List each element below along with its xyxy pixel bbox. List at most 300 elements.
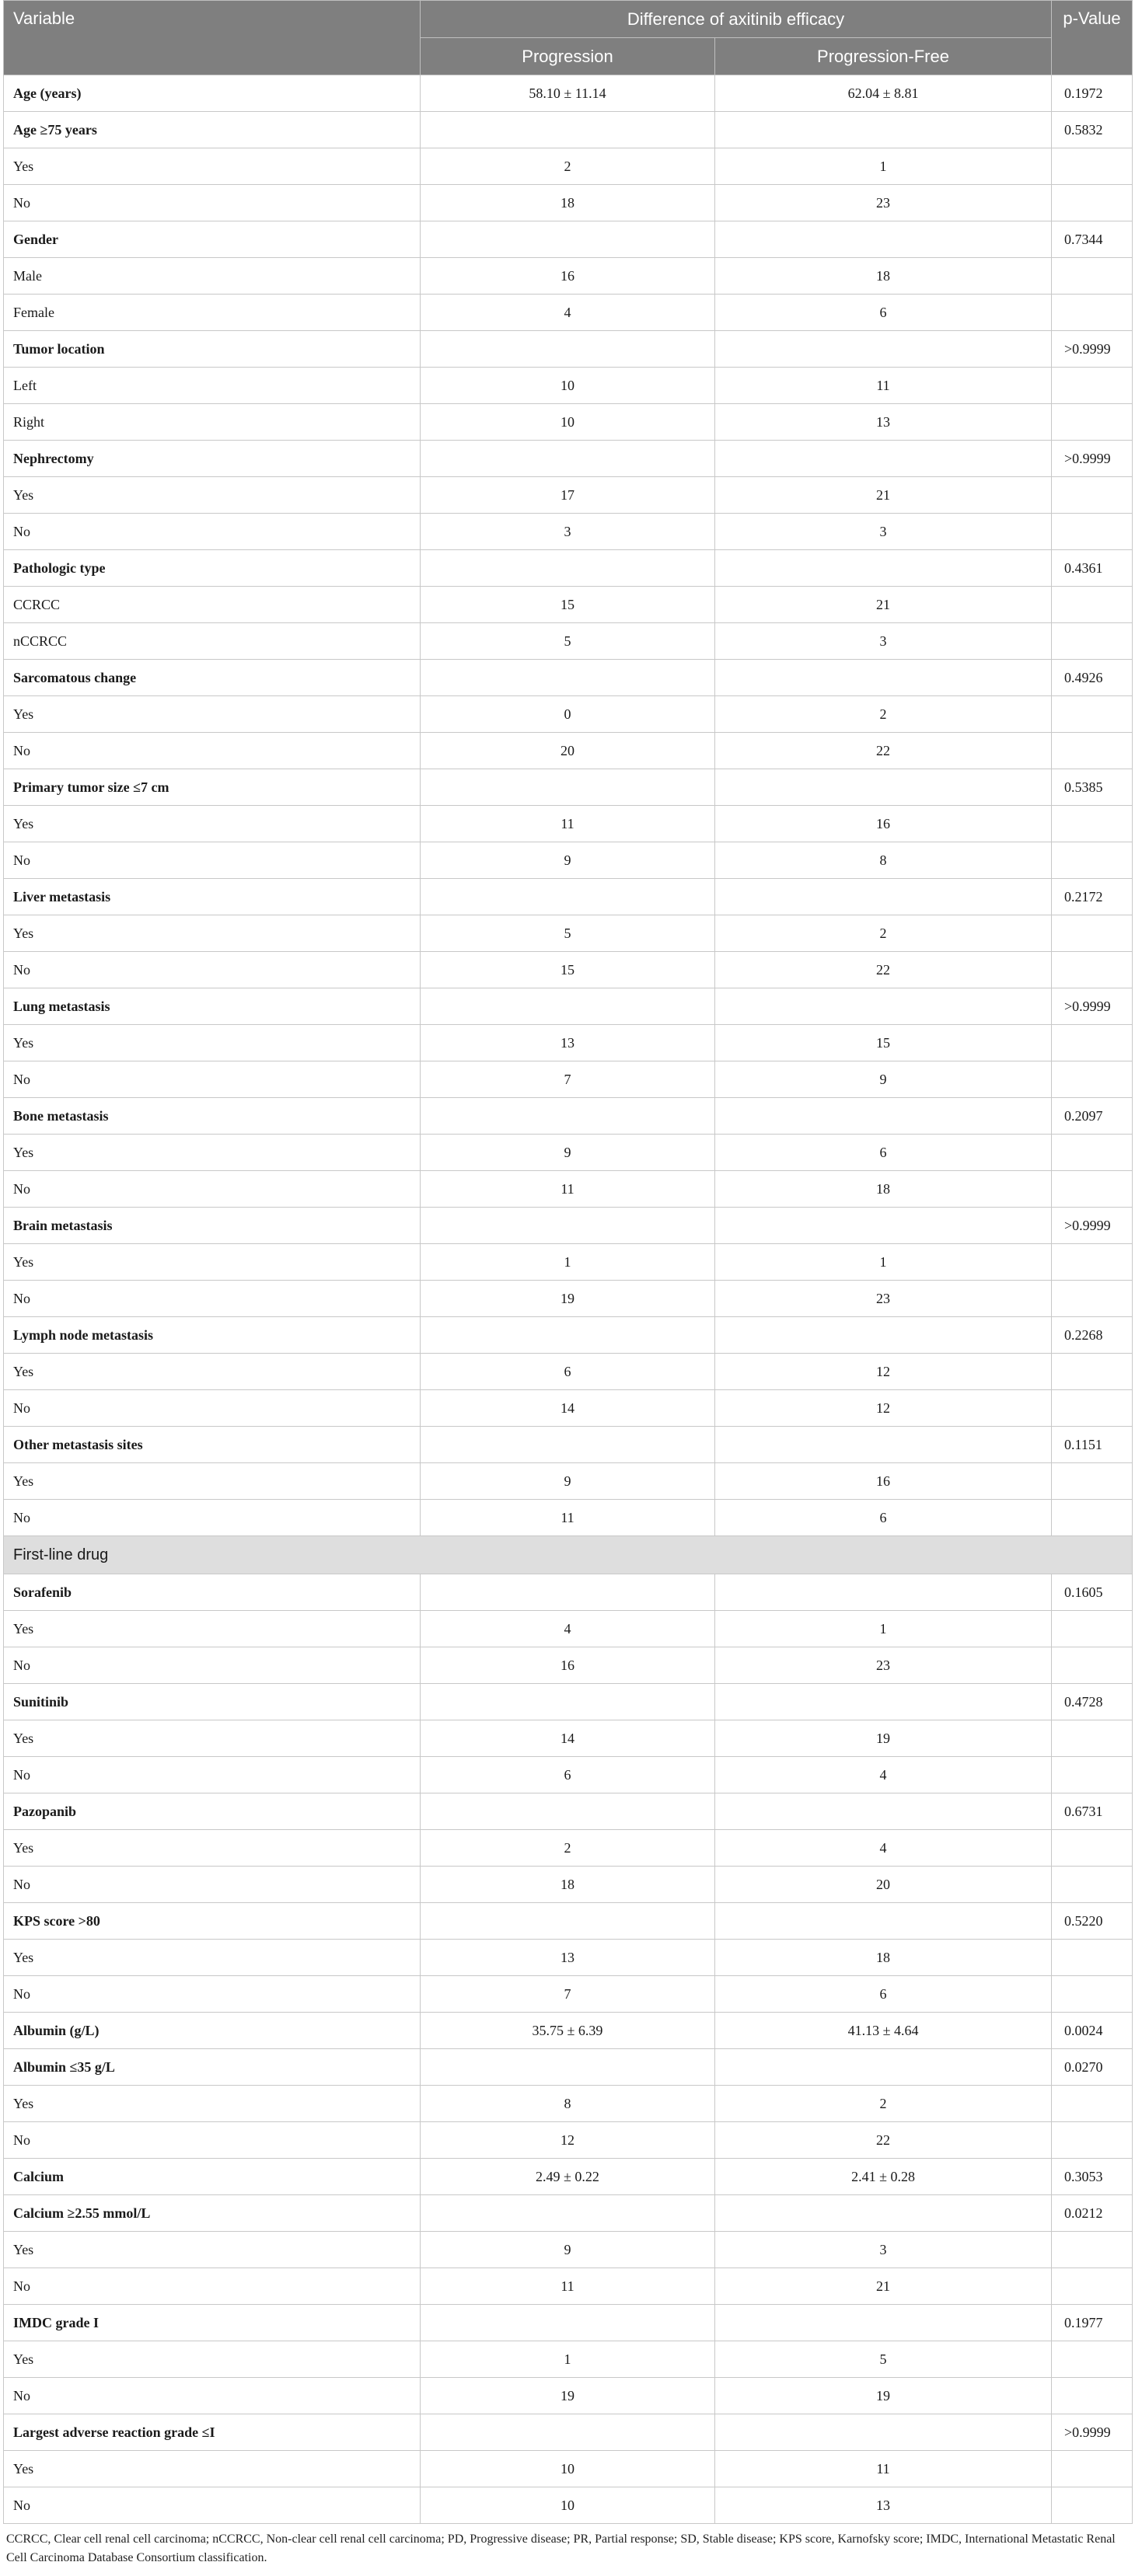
- subgroup-row: [4, 806, 1133, 842]
- header-progression: Progression: [421, 38, 715, 75]
- pvalue-cell: [1052, 1463, 1133, 1500]
- table-header: [4, 1, 1133, 75]
- subgroup-row: [4, 623, 1133, 660]
- section-row: [4, 1536, 1133, 1574]
- progression-cell: 2.49 ± 0.22: [421, 2159, 715, 2195]
- progression-cell: 15: [421, 952, 715, 988]
- subgroup-row: [4, 1867, 1133, 1903]
- subgroup-row: [4, 2451, 1133, 2487]
- pvalue-cell: [1052, 915, 1133, 952]
- variable-cell: Albumin ≤35 g/L: [4, 2049, 421, 2086]
- variable-cell: KPS score >80: [4, 1903, 421, 1940]
- variable-cell: No: [4, 1390, 421, 1427]
- progression-cell: [421, 2414, 715, 2451]
- pvalue-cell: [1052, 1244, 1133, 1281]
- subgroup-row: [4, 368, 1133, 404]
- progression-free-cell: 11: [715, 2451, 1052, 2487]
- pvalue-cell: [1052, 2341, 1133, 2378]
- subgroup-row: [4, 2232, 1133, 2268]
- pvalue-cell: 0.5832: [1052, 112, 1133, 148]
- variable-cell: Calcium: [4, 2159, 421, 2195]
- progression-free-cell: 12: [715, 1390, 1052, 1427]
- pvalue-cell: 0.6731: [1052, 1793, 1133, 1830]
- progression-free-cell: [715, 2305, 1052, 2341]
- variable-cell: Nephrectomy: [4, 441, 421, 477]
- pvalue-cell: [1052, 1500, 1133, 1536]
- progression-cell: [421, 2195, 715, 2232]
- progression-cell: 18: [421, 185, 715, 221]
- variable-cell: Brain metastasis: [4, 1208, 421, 1244]
- variable-cell: No: [4, 1500, 421, 1536]
- variable-cell: No: [4, 2378, 421, 2414]
- variable-cell: Tumor location: [4, 331, 421, 368]
- variable-row: [4, 441, 1133, 477]
- subgroup-row: [4, 1281, 1133, 1317]
- subgroup-row: [4, 733, 1133, 769]
- progression-cell: 16: [421, 1647, 715, 1684]
- progression-cell: [421, 1574, 715, 1611]
- variable-row: [4, 1208, 1133, 1244]
- progression-free-cell: [715, 1684, 1052, 1720]
- progression-cell: [421, 769, 715, 806]
- progression-free-cell: 18: [715, 258, 1052, 295]
- progression-free-cell: [715, 1903, 1052, 1940]
- subgroup-row: [4, 1135, 1133, 1171]
- variable-cell: Yes: [4, 1940, 421, 1976]
- subgroup-row: [4, 915, 1133, 952]
- variable-cell: Gender: [4, 221, 421, 258]
- progression-cell: 20: [421, 733, 715, 769]
- subgroup-row: [4, 185, 1133, 221]
- subgroup-row: [4, 2086, 1133, 2122]
- subgroup-row: [4, 1025, 1133, 1061]
- variable-row: [4, 1098, 1133, 1135]
- variable-cell: Sunitinib: [4, 1684, 421, 1720]
- progression-cell: [421, 1684, 715, 1720]
- variable-cell: Calcium ≥2.55 mmol/L: [4, 2195, 421, 2232]
- subgroup-row: [4, 1940, 1133, 1976]
- progression-cell: 11: [421, 806, 715, 842]
- variable-row: [4, 1317, 1133, 1354]
- pvalue-cell: >0.9999: [1052, 441, 1133, 477]
- variable-cell: Female: [4, 295, 421, 331]
- progression-cell: 14: [421, 1720, 715, 1757]
- progression-free-cell: [715, 2195, 1052, 2232]
- progression-cell: [421, 1317, 715, 1354]
- progression-cell: 0: [421, 696, 715, 733]
- pvalue-cell: [1052, 2232, 1133, 2268]
- section-label: First-line drug: [4, 1536, 1133, 1574]
- table-body: [4, 75, 1133, 2524]
- pvalue-cell: [1052, 1976, 1133, 2013]
- progression-cell: [421, 221, 715, 258]
- variable-cell: Yes: [4, 1025, 421, 1061]
- pvalue-cell: [1052, 2268, 1133, 2305]
- variable-row: [4, 112, 1133, 148]
- variable-row: [4, 221, 1133, 258]
- pvalue-cell: [1052, 1830, 1133, 1867]
- progression-free-cell: 13: [715, 2487, 1052, 2524]
- progression-cell: 11: [421, 1500, 715, 1536]
- subgroup-row: [4, 2487, 1133, 2524]
- subgroup-row: [4, 2122, 1133, 2159]
- variable-cell: CCRCC: [4, 587, 421, 623]
- variable-row: [4, 1903, 1133, 1940]
- progression-free-cell: 22: [715, 733, 1052, 769]
- progression-free-cell: 3: [715, 623, 1052, 660]
- progression-free-cell: [715, 221, 1052, 258]
- pvalue-cell: [1052, 368, 1133, 404]
- progression-free-cell: [715, 1098, 1052, 1135]
- progression-free-cell: 9: [715, 1061, 1052, 1098]
- progression-cell: [421, 550, 715, 587]
- progression-free-cell: [715, 550, 1052, 587]
- progression-cell: 7: [421, 1976, 715, 2013]
- subgroup-row: [4, 404, 1133, 441]
- variable-row: [4, 2049, 1133, 2086]
- pvalue-cell: 0.2268: [1052, 1317, 1133, 1354]
- progression-free-cell: [715, 1427, 1052, 1463]
- header-progression-free: Progression-Free: [715, 38, 1052, 75]
- pvalue-cell: [1052, 696, 1133, 733]
- variable-cell: No: [4, 2487, 421, 2524]
- progression-cell: 14: [421, 1390, 715, 1427]
- header-pvalue: p-Value: [1052, 1, 1133, 75]
- subgroup-row: [4, 148, 1133, 185]
- progression-cell: 10: [421, 404, 715, 441]
- subgroup-row: [4, 1244, 1133, 1281]
- pvalue-cell: [1052, 587, 1133, 623]
- progression-free-cell: 5: [715, 2341, 1052, 2378]
- pvalue-cell: [1052, 514, 1133, 550]
- pvalue-cell: [1052, 1390, 1133, 1427]
- progression-cell: 9: [421, 1135, 715, 1171]
- progression-free-cell: 23: [715, 185, 1052, 221]
- variable-cell: Liver metastasis: [4, 879, 421, 915]
- subgroup-row: [4, 1061, 1133, 1098]
- progression-free-cell: 2: [715, 696, 1052, 733]
- subgroup-row: [4, 2378, 1133, 2414]
- progression-cell: [421, 1793, 715, 1830]
- variable-cell: Largest adverse reaction grade ≤I: [4, 2414, 421, 2451]
- pvalue-cell: 0.4361: [1052, 550, 1133, 587]
- progression-free-cell: 16: [715, 1463, 1052, 1500]
- variable-cell: Primary tumor size ≤7 cm: [4, 769, 421, 806]
- progression-cell: [421, 660, 715, 696]
- variable-row: [4, 2414, 1133, 2451]
- progression-cell: 58.10 ± 11.14: [421, 75, 715, 112]
- progression-free-cell: [715, 1317, 1052, 1354]
- variable-cell: No: [4, 1867, 421, 1903]
- progression-free-cell: [715, 2049, 1052, 2086]
- pvalue-cell: [1052, 806, 1133, 842]
- variable-cell: Pathologic type: [4, 550, 421, 587]
- progression-cell: [421, 2049, 715, 2086]
- progression-free-cell: 22: [715, 2122, 1052, 2159]
- progression-cell: [421, 1903, 715, 1940]
- progression-free-cell: 21: [715, 587, 1052, 623]
- subgroup-row: [4, 1500, 1133, 1536]
- pvalue-cell: 0.4728: [1052, 1684, 1133, 1720]
- pvalue-cell: 0.5385: [1052, 769, 1133, 806]
- variable-cell: Male: [4, 258, 421, 295]
- pvalue-cell: [1052, 1025, 1133, 1061]
- progression-free-cell: 6: [715, 1976, 1052, 2013]
- pvalue-cell: [1052, 952, 1133, 988]
- progression-cell: 13: [421, 1025, 715, 1061]
- progression-free-cell: 6: [715, 295, 1052, 331]
- pvalue-cell: [1052, 2086, 1133, 2122]
- progression-free-cell: 13: [715, 404, 1052, 441]
- pvalue-cell: [1052, 623, 1133, 660]
- pvalue-cell: [1052, 1171, 1133, 1208]
- variable-cell: Lung metastasis: [4, 988, 421, 1025]
- variable-row: [4, 1427, 1133, 1463]
- progression-free-cell: 41.13 ± 4.64: [715, 2013, 1052, 2049]
- variable-cell: Yes: [4, 1463, 421, 1500]
- progression-free-cell: [715, 879, 1052, 915]
- progression-free-cell: 4: [715, 1757, 1052, 1793]
- progression-cell: 11: [421, 1171, 715, 1208]
- progression-cell: 15: [421, 587, 715, 623]
- subgroup-row: [4, 514, 1133, 550]
- subgroup-row: [4, 258, 1133, 295]
- variable-cell: No: [4, 1647, 421, 1684]
- progression-cell: 17: [421, 477, 715, 514]
- pvalue-cell: 0.4926: [1052, 660, 1133, 696]
- progression-free-cell: 3: [715, 2232, 1052, 2268]
- variable-cell: No: [4, 733, 421, 769]
- progression-free-cell: 1: [715, 1244, 1052, 1281]
- subgroup-row: [4, 1830, 1133, 1867]
- progression-cell: 10: [421, 368, 715, 404]
- progression-cell: 10: [421, 2451, 715, 2487]
- variable-row: [4, 988, 1133, 1025]
- progression-cell: 11: [421, 2268, 715, 2305]
- progression-cell: [421, 331, 715, 368]
- subgroup-row: [4, 952, 1133, 988]
- pvalue-cell: [1052, 477, 1133, 514]
- pvalue-cell: 0.2097: [1052, 1098, 1133, 1135]
- progression-free-cell: 21: [715, 2268, 1052, 2305]
- table-footnote: CCRCC, Clear cell renal cell carcinoma; nCCRCC, Non-clear cell renal cell carcinoma; PD, Progressive disease; PR, Partial response; SD, Stable disease; KPS score, Karnofsky score; IMDC, International Metastatic Renal Cell Carcinoma Database Consortium classification.: [6, 2532, 1116, 2564]
- pvalue-cell: [1052, 2487, 1133, 2524]
- progression-free-cell: 21: [715, 477, 1052, 514]
- progression-cell: 9: [421, 1463, 715, 1500]
- progression-free-cell: [715, 441, 1052, 477]
- progression-cell: [421, 112, 715, 148]
- variable-cell: Sorafenib: [4, 1574, 421, 1611]
- pvalue-cell: [1052, 1611, 1133, 1647]
- pvalue-cell: >0.9999: [1052, 2414, 1133, 2451]
- pvalue-cell: [1052, 1720, 1133, 1757]
- variable-row: [4, 550, 1133, 587]
- progression-free-cell: 8: [715, 842, 1052, 879]
- variable-row: [4, 879, 1133, 915]
- progression-cell: [421, 1098, 715, 1135]
- progression-free-cell: 2.41 ± 0.28: [715, 2159, 1052, 2195]
- pvalue-cell: [1052, 842, 1133, 879]
- progression-free-cell: 23: [715, 1647, 1052, 1684]
- subgroup-row: [4, 477, 1133, 514]
- variable-cell: Yes: [4, 1720, 421, 1757]
- variable-cell: No: [4, 2122, 421, 2159]
- subgroup-row: [4, 295, 1133, 331]
- progression-cell: 5: [421, 915, 715, 952]
- subgroup-row: [4, 2268, 1133, 2305]
- pvalue-cell: [1052, 1940, 1133, 1976]
- progression-free-cell: 62.04 ± 8.81: [715, 75, 1052, 112]
- progression-cell: [421, 2305, 715, 2341]
- subgroup-row: [4, 696, 1133, 733]
- progression-cell: 4: [421, 295, 715, 331]
- pvalue-cell: [1052, 2122, 1133, 2159]
- variable-row: [4, 1684, 1133, 1720]
- progression-free-cell: 12: [715, 1354, 1052, 1390]
- variable-cell: Other metastasis sites: [4, 1427, 421, 1463]
- pvalue-cell: [1052, 2451, 1133, 2487]
- variable-cell: Yes: [4, 148, 421, 185]
- pvalue-cell: [1052, 258, 1133, 295]
- variable-cell: Left: [4, 368, 421, 404]
- subgroup-row: [4, 587, 1133, 623]
- progression-free-cell: [715, 1574, 1052, 1611]
- header-efficacy-group: Difference of axitinib efficacy: [421, 1, 1052, 38]
- variable-cell: nCCRCC: [4, 623, 421, 660]
- variable-cell: Yes: [4, 1611, 421, 1647]
- pvalue-cell: 0.0270: [1052, 2049, 1133, 2086]
- pvalue-cell: >0.9999: [1052, 988, 1133, 1025]
- pvalue-cell: 0.1977: [1052, 2305, 1133, 2341]
- pvalue-cell: [1052, 1354, 1133, 1390]
- pvalue-cell: 0.1605: [1052, 1574, 1133, 1611]
- progression-free-cell: 2: [715, 2086, 1052, 2122]
- variable-cell: Yes: [4, 696, 421, 733]
- pvalue-cell: 0.1972: [1052, 75, 1133, 112]
- variable-row: [4, 2159, 1133, 2195]
- progression-cell: 12: [421, 2122, 715, 2159]
- variable-cell: Yes: [4, 1830, 421, 1867]
- progression-cell: 1: [421, 1244, 715, 1281]
- progression-free-cell: [715, 1208, 1052, 1244]
- variable-cell: No: [4, 1171, 421, 1208]
- progression-cell: 13: [421, 1940, 715, 1976]
- progression-free-cell: 6: [715, 1500, 1052, 1536]
- progression-cell: [421, 441, 715, 477]
- variable-cell: No: [4, 514, 421, 550]
- axitinib-efficacy-table: [3, 0, 1133, 2524]
- pvalue-cell: [1052, 148, 1133, 185]
- pvalue-cell: >0.9999: [1052, 1208, 1133, 1244]
- variable-row: [4, 2195, 1133, 2232]
- variable-cell: Age (years): [4, 75, 421, 112]
- progression-cell: 3: [421, 514, 715, 550]
- pvalue-cell: [1052, 404, 1133, 441]
- variable-cell: Right: [4, 404, 421, 441]
- progression-cell: 16: [421, 258, 715, 295]
- progression-free-cell: [715, 769, 1052, 806]
- progression-cell: 7: [421, 1061, 715, 1098]
- progression-cell: 2: [421, 148, 715, 185]
- header-variable: Variable: [4, 1, 421, 75]
- variable-row: [4, 2305, 1133, 2341]
- variable-cell: No: [4, 2268, 421, 2305]
- pvalue-cell: 0.7344: [1052, 221, 1133, 258]
- pvalue-cell: [1052, 1647, 1133, 1684]
- progression-cell: 5: [421, 623, 715, 660]
- pvalue-cell: 0.3053: [1052, 2159, 1133, 2195]
- progression-free-cell: 22: [715, 952, 1052, 988]
- progression-free-cell: 18: [715, 1940, 1052, 1976]
- progression-cell: 2: [421, 1830, 715, 1867]
- progression-free-cell: 19: [715, 2378, 1052, 2414]
- progression-free-cell: 3: [715, 514, 1052, 550]
- variable-cell: No: [4, 185, 421, 221]
- progression-free-cell: [715, 2414, 1052, 2451]
- progression-free-cell: [715, 112, 1052, 148]
- variable-cell: Age ≥75 years: [4, 112, 421, 148]
- progression-cell: 9: [421, 2232, 715, 2268]
- progression-cell: 35.75 ± 6.39: [421, 2013, 715, 2049]
- variable-cell: No: [4, 952, 421, 988]
- pvalue-cell: [1052, 2378, 1133, 2414]
- variable-cell: Yes: [4, 1244, 421, 1281]
- variable-row: [4, 75, 1133, 112]
- variable-cell: Yes: [4, 1135, 421, 1171]
- variable-row: [4, 331, 1133, 368]
- subgroup-row: [4, 842, 1133, 879]
- variable-cell: Yes: [4, 915, 421, 952]
- pvalue-cell: [1052, 1757, 1133, 1793]
- progression-cell: 9: [421, 842, 715, 879]
- progression-cell: 18: [421, 1867, 715, 1903]
- pvalue-cell: [1052, 1867, 1133, 1903]
- variable-cell: Yes: [4, 2232, 421, 2268]
- pvalue-cell: >0.9999: [1052, 331, 1133, 368]
- variable-cell: No: [4, 1757, 421, 1793]
- subgroup-row: [4, 1757, 1133, 1793]
- subgroup-row: [4, 1463, 1133, 1500]
- subgroup-row: [4, 1720, 1133, 1757]
- progression-free-cell: [715, 988, 1052, 1025]
- pvalue-cell: 0.1151: [1052, 1427, 1133, 1463]
- progression-cell: [421, 1427, 715, 1463]
- subgroup-row: [4, 2341, 1133, 2378]
- progression-cell: [421, 1208, 715, 1244]
- progression-free-cell: 15: [715, 1025, 1052, 1061]
- variable-cell: Yes: [4, 1354, 421, 1390]
- variable-row: [4, 1574, 1133, 1611]
- progression-cell: 8: [421, 2086, 715, 2122]
- progression-free-cell: 1: [715, 148, 1052, 185]
- progression-free-cell: 19: [715, 1720, 1052, 1757]
- variable-row: [4, 1793, 1133, 1830]
- variable-cell: Yes: [4, 2451, 421, 2487]
- progression-free-cell: [715, 331, 1052, 368]
- pvalue-cell: [1052, 295, 1133, 331]
- variable-cell: Pazopanib: [4, 1793, 421, 1830]
- progression-free-cell: 20: [715, 1867, 1052, 1903]
- pvalue-cell: [1052, 733, 1133, 769]
- pvalue-cell: [1052, 1061, 1133, 1098]
- pvalue-cell: 0.5220: [1052, 1903, 1133, 1940]
- variable-cell: Albumin (g/L): [4, 2013, 421, 2049]
- subgroup-row: [4, 1647, 1133, 1684]
- variable-row: [4, 2013, 1133, 2049]
- subgroup-row: [4, 1611, 1133, 1647]
- variable-cell: Lymph node metastasis: [4, 1317, 421, 1354]
- progression-cell: [421, 879, 715, 915]
